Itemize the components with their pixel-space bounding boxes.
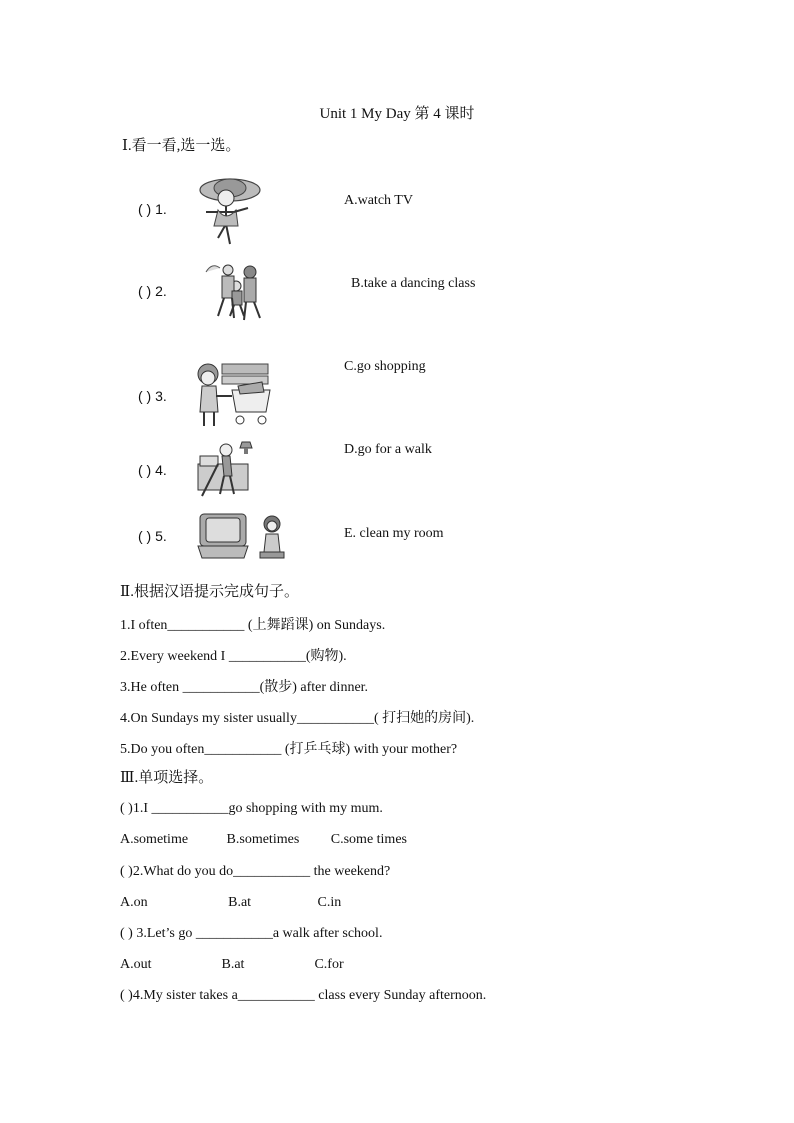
choice-question-4: ( )4.My sister takes a___________ class every Sunday afternoon.	[120, 988, 487, 1003]
option-b: B.take a dancing class	[351, 276, 476, 291]
cleaning-room-picture	[194, 438, 256, 500]
choice-options-3: A.out B.at C.for	[120, 957, 344, 972]
watching-tv-picture	[196, 512, 288, 560]
sentence-3: 3.He often ___________(散步) after dinner.	[120, 680, 369, 695]
question-3-label: ( ) 3.	[138, 388, 167, 404]
section-3-heading: Ⅲ.单项选择。	[120, 770, 214, 786]
question-4-label: ( ) 4.	[138, 462, 167, 478]
shopping-cart-picture	[192, 360, 274, 428]
section-1-heading: Ⅰ.看一看,选一选。	[122, 138, 241, 154]
choice-question-2: ( )2.What do you do___________ the weekend?	[120, 864, 391, 879]
option-a: A.watch TV	[344, 193, 413, 208]
choice-options-2: A.on B.at C.in	[120, 895, 342, 910]
question-5-label: ( ) 5.	[138, 528, 167, 544]
option-e: E. clean my room	[344, 526, 444, 541]
sentence-5: 5.Do you often___________ (打乒乓球) with your mother?	[120, 742, 458, 757]
option-c: C.go shopping	[344, 359, 426, 374]
option-d: D.go for a walk	[344, 442, 432, 457]
choice-question-1: ( )1.I ___________go shopping with my mum.	[120, 801, 383, 816]
section-2-heading: Ⅱ.根据汉语提示完成句子。	[120, 584, 299, 600]
family-walking-picture	[204, 258, 264, 322]
choice-question-3: ( ) 3.Let’s go ___________a walk after school.	[120, 926, 383, 941]
sentence-4: 4.On Sundays my sister usually___________( 打扫她的房间).	[120, 711, 475, 726]
choice-options-1: A.sometime B.sometimes C.some times	[120, 832, 407, 847]
dancing-girl-picture	[196, 172, 262, 246]
question-1-label: ( ) 1.	[138, 201, 167, 217]
sentence-1: 1.I often___________ (上舞蹈课) on Sundays.	[120, 618, 386, 633]
sentence-2: 2.Every weekend I ___________(购物).	[120, 649, 347, 664]
page-title: Unit 1 My Day 第 4 课时	[319, 106, 475, 122]
question-2-label: ( ) 2.	[138, 283, 167, 299]
